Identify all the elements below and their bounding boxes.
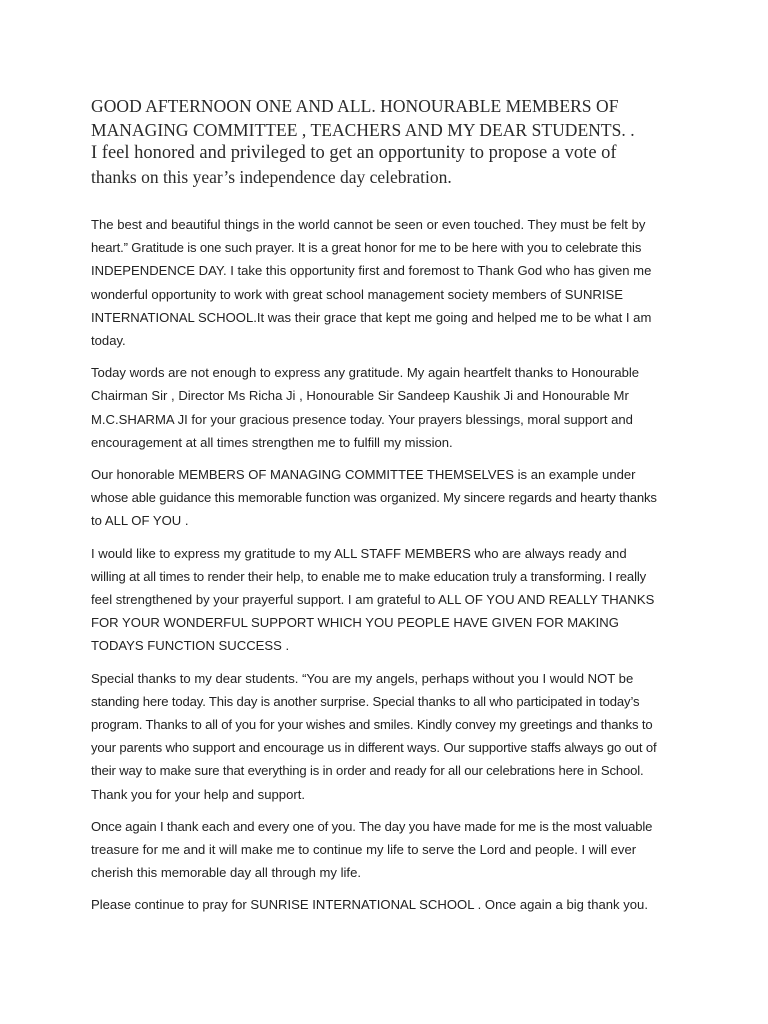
speech-heading <box>91 95 681 189</box>
text-line: standing here today. This day is another surprise. Special thanks to all who participated in today’s <box>91 693 640 709</box>
heading-line: MANAGING COMMITTEE , TEACHERS AND MY DEAR STUDENTS. . <box>91 119 635 140</box>
document-content <box>91 95 681 926</box>
text-line: wonderful opportunity to work with great school management society members of SUNRISE <box>91 286 623 302</box>
text-line: their way to make sure that everything is in order and ready for all our celebrations here in School. <box>91 763 644 779</box>
heading-line: I feel honored and privileged to get an opportunity to propose a vote of <box>91 143 617 163</box>
text-line: your parents who support and encourage us in different ways. Our supportive staffs always go out of <box>91 740 657 756</box>
text-line: encouragement at all times strengthen me to fulfill my mission. <box>91 434 453 450</box>
speech-body <box>91 213 681 917</box>
paragraph-staff <box>91 542 681 658</box>
text-line: today. <box>91 333 126 349</box>
paragraph-students <box>91 667 681 806</box>
paragraph-managing-committee <box>91 463 681 533</box>
text-line: I would like to express my gratitude to my ALL STAFF MEMBERS who are always ready and <box>91 545 627 561</box>
text-line: FOR YOUR WONDERFUL SUPPORT WHICH YOU PEOPLE HAVE GIVEN FOR MAKING <box>91 615 619 631</box>
paragraph-thanks-dignitaries <box>91 361 681 454</box>
text-line: TODAYS FUNCTION SUCCESS . <box>91 638 290 654</box>
text-line: cherish this memorable day all through my life. <box>91 865 361 881</box>
text-line: to ALL OF YOU . <box>91 513 189 529</box>
text-line: Thank you for your help and support. <box>91 786 305 802</box>
text-line: Today words are not enough to express any gratitude. My again heartfelt thanks to Honourable <box>91 365 640 381</box>
text-line: treasure for me and it will make me to continue my life to serve the Lord and people. I will ever <box>91 842 637 858</box>
text-line: The best and beautiful things in the world cannot be seen or even touched. They must be felt by <box>91 217 646 232</box>
text-line: INTERNATIONAL SCHOOL.It was their grace that kept me going and helped me to be what I am <box>91 309 652 325</box>
text-line: feel strengthened by your prayerful support. I am grateful to ALL OF YOU AND REALLY THANKS <box>91 592 655 608</box>
text-line: willing at all times to render their help, to enable me to make education truly a transforming. I really <box>91 568 646 584</box>
heading-line: GOOD AFTERNOON ONE AND ALL. HONOURABLE MEMBERS OF <box>91 96 619 116</box>
text-line: Once again I thank each and every one of you. The day you have made for me is the most valuable <box>91 818 653 834</box>
text-line: INDEPENDENCE DAY. I take this opportunity first and foremost to Thank God who has given me <box>91 263 652 279</box>
text-line: heart.” Gratitude is one such prayer. It is a great honor for me to be here with you to celebrate this <box>91 240 642 256</box>
heading-line: thanks on this year’s independence day celebration. <box>91 167 452 187</box>
text-line: M.C.SHARMA JI for your gracious presence today. Your prayers blessings, moral support and <box>91 411 633 427</box>
text-line: Our honorable MEMBERS OF MANAGING COMMITTEE THEMSELVES is an example under <box>91 467 636 483</box>
text-line: whose able guidance this memorable function was organized. My sincere regards and hearty thanks <box>91 490 657 506</box>
paragraph-closing-thanks <box>91 815 681 885</box>
text-line: Chairman Sir , Director Ms Richa Ji , Honourable Sir Sandeep Kaushik Ji and Honourable Mr <box>91 388 629 404</box>
text-line: Special thanks to my dear students. “You are my angels, perhaps without you I would NOT be <box>91 670 634 686</box>
paragraph-final <box>91 893 681 916</box>
text-line: program. Thanks to all of you for your wishes and smiles. Kindly convey my greetings and thanks to <box>91 717 653 733</box>
paragraph-opening <box>91 213 681 352</box>
text-line: Please continue to pray for SUNRISE INTERNATIONAL SCHOOL . Once again a big thank you. <box>91 897 648 913</box>
